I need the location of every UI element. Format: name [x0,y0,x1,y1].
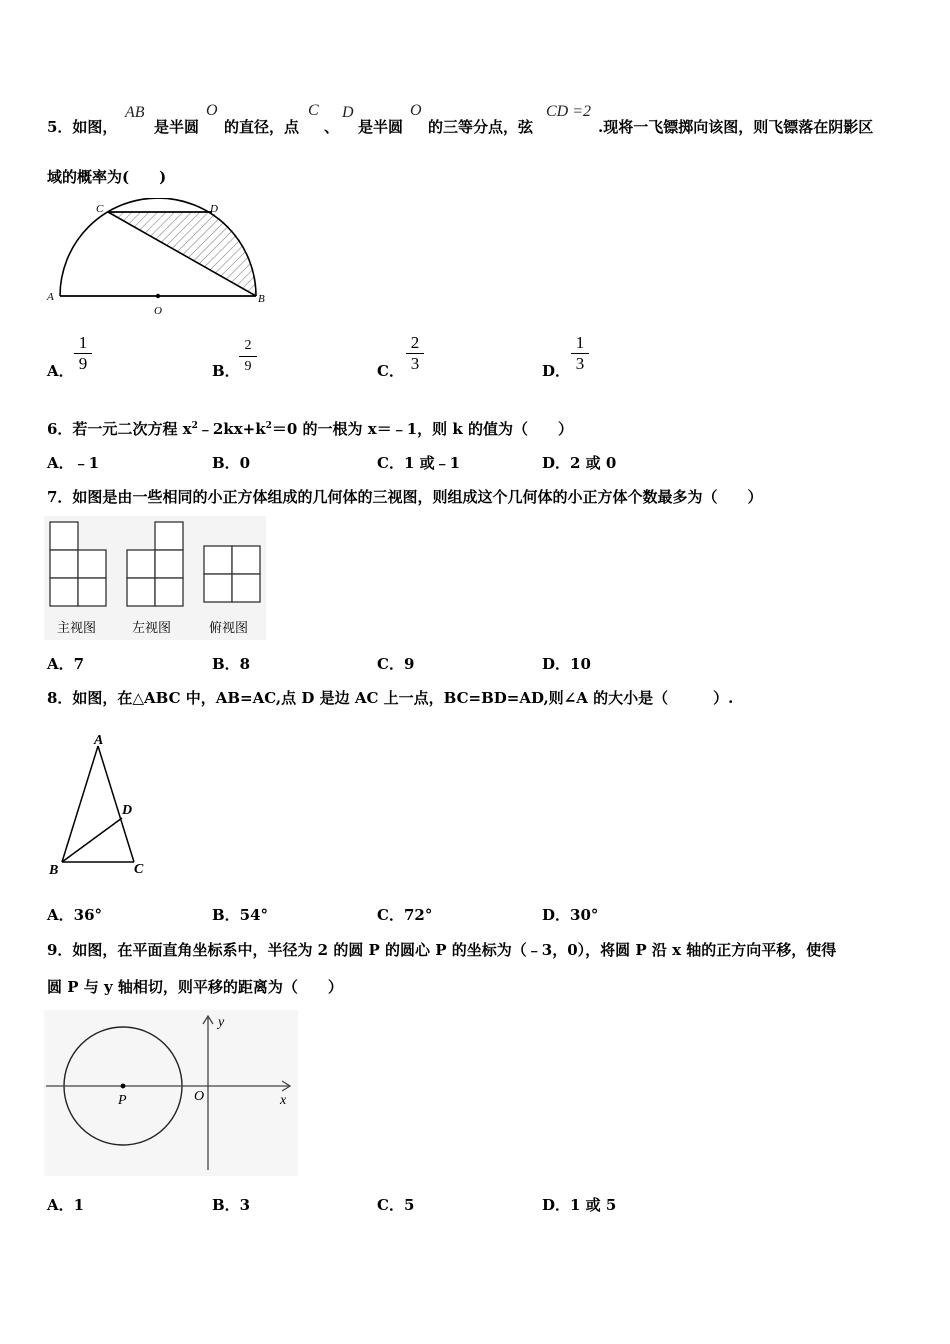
q8-option-d[interactable]: D．30° [542,906,599,924]
q5-option-c-num: 2 [410,333,420,352]
q6-exponent-2: 2 [265,421,272,431]
q8-option-c[interactable]: C．72° [377,906,433,924]
q5-option-c-fraction [404,334,426,373]
q5-option-d-num: 1 [575,333,585,352]
q7-option-b[interactable]: B．8 [212,655,251,673]
q5-option-a-num: 1 [78,333,88,352]
q5-var-c: C [308,102,319,119]
q5-semicircle-figure [44,198,274,320]
q5-option-d-den: 3 [575,354,585,373]
q7-option-a[interactable]: A．7 [47,655,85,673]
q9-option-a[interactable]: A．1 [47,1196,85,1214]
q5-option-d-fraction [569,334,591,373]
q5-label-a: A [47,291,54,303]
q5-var-d: D [342,104,354,121]
q8-segment-bd [62,818,122,862]
q8-label-b: B [49,863,59,878]
q9-option-b[interactable]: B．3 [212,1196,251,1214]
q7-stem: 7．如图是由一些相同的小正方体组成的几何体的三视图，则组成这个几何体的小正方体个数最多为（ ） [47,488,763,506]
q9-option-c[interactable]: C．5 [377,1196,415,1214]
q5-center-point [156,294,160,298]
q5-option-c-den: 3 [410,354,420,373]
q5-label-c: C [96,203,104,215]
q6-stem-prefix: 6．若一元二次方程 x [47,420,192,438]
q8-stem: 8．如图，在△ABC 中，AB=AC,点 D 是边 AC 上一点，BC=BD=AD,则∠A 的大小是（ ）. [47,689,734,707]
q5-label-d: D [210,203,218,215]
q5-text-4: 的三等分点，弦 [428,118,534,136]
q7-top-view [204,546,260,602]
q5-option-a-den: 9 [78,354,88,373]
q9-label-p: P [118,1093,127,1108]
q9-option-d[interactable]: D．1 或 5 [542,1196,617,1214]
q7-option-d[interactable]: D．10 [542,655,591,673]
q5-text-1: 是半圆 [154,118,200,136]
q7-three-views-figure [44,516,266,640]
q5-chord-cd: CD =2 [546,103,592,120]
q9-stem-line2: 圆 P 与 y 轴相切，则平移的距离为（ ） [47,978,343,996]
q5-option-b-num: 2 [244,338,252,353]
q6-option-d[interactable]: D．2 或 0 [542,454,617,472]
q5-option-a-fraction [72,334,94,373]
q9-center-point [121,1084,126,1089]
q6-option-c[interactable]: C．1 或﹣1 [377,454,461,472]
q5-option-b-fraction [237,337,259,376]
q5-separator: 、 [324,118,340,136]
q5-text-line2: 域的概率为( ) [47,168,167,186]
q6-stem [47,418,573,439]
q9-label-x: x [280,1093,287,1108]
q5-text-2: 的直径，点 [224,118,300,136]
q6-exponent-1: 2 [191,421,198,431]
q8-label-d: D [122,803,133,818]
q5-var-o1: O [206,102,218,119]
q8-label-a: A [94,733,104,748]
q7-option-c[interactable]: C．9 [377,655,415,673]
q5-text-3: 是半圆 [358,118,404,136]
q8-triangle-figure [44,728,164,883]
q8-option-a[interactable]: A．36° [47,906,103,924]
q8-option-b[interactable]: B．54° [212,906,269,924]
q9-label-o: O [194,1089,205,1104]
q8-label-c: C [134,862,144,877]
q9-label-y: y [218,1015,225,1030]
q5-var-ab: AB [125,104,145,121]
q5-text-5: .现将一飞镖掷向该图，则飞镖落在阴影区 [598,118,874,136]
q5-var-o2: O [410,102,422,119]
q6-stem-suffix: ＝0 的一根为 x＝﹣1，则 k 的值为（ ） [271,420,573,438]
q6-option-b[interactable]: B．0 [212,454,251,472]
q5-option-b-den: 9 [244,359,252,374]
q9-coordinate-figure [44,1010,298,1176]
q5-label-o: O [154,305,162,317]
q5-option-b-label[interactable]: B． [212,362,240,380]
q5-number: 5．如图， [47,118,118,136]
q7-caption-front: 主视图 [57,621,97,636]
q6-option-a[interactable]: A．﹣1 [47,454,100,472]
q5-option-d-label[interactable]: D． [542,362,571,380]
q9-stem-line1: 9．如图，在平面直角坐标系中，半径为 2 的圆 P 的圆心 P 的坐标为（﹣3，0），将圆 P 沿 x 轴的正方向平移，使得 [47,941,837,959]
q5-label-b: B [258,293,265,305]
q5-option-c-label[interactable]: C． [377,362,404,380]
q5-option-a-label[interactable]: A． [47,362,74,380]
q8-side-ab [62,746,98,862]
q6-stem-mid: ﹣2kx+k [197,420,266,438]
q7-caption-top: 俯视图 [209,621,249,636]
q7-caption-left: 左视图 [132,621,172,636]
